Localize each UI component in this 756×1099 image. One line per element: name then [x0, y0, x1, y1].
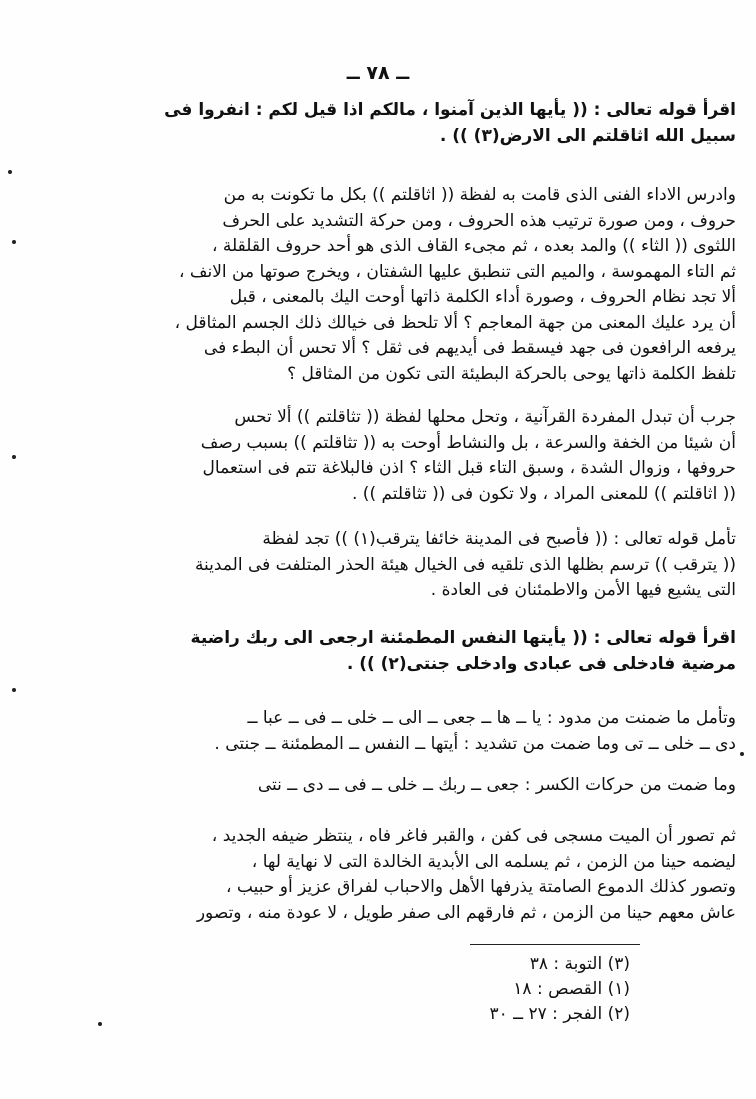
page-number: ــ ٧٨ ــ: [346, 62, 410, 84]
text-line: جرب أن تبدل المفردة القرآنية ، وتحل محلها لفظة (( تثاقلتم )) ألا تحس: [234, 407, 736, 427]
text-line: عاش معهم حينا من الزمن ، ثم فارقهم الى صفر طويل ، لا عودة منه ، وتصور: [196, 902, 736, 923]
text-line: حروف ، ومن صورة ترتيب هذه الحروف ، ومن حركة التشديد على الحرف: [222, 210, 736, 231]
text-line: أن شيئا من الخفة والسرعة ، بل والنشاط أوحت به (( تثاقلتم )) بسبب رصف: [200, 432, 736, 453]
scan-speck: [740, 752, 744, 756]
paragraph-analysis-athaqaltum: [96, 183, 736, 387]
scan-speck: [12, 455, 16, 459]
text-line: اقرأ قوله تعالى : (( يأيها الذين آمنوا ، مالكم اذا قيل لكم : انفروا فى: [164, 100, 736, 120]
text-line: ليضمه حينا من الزمن ، ثم يسلمه الى الأبدية الخالدة التى لا نهاية لها ،: [251, 851, 736, 872]
text-line: ألا تجد نظام الحروف ، وصورة أداء الكلمة ذاتها أوحت اليك بالمعنى ، قبل: [229, 287, 736, 307]
text-line: تأمل قوله تعالى : (( فأصبح فى المدينة خائفا يترقب(١) )) تجد لفظة: [262, 529, 736, 549]
footnote-qasas: (١) القصص : ١٨: [513, 979, 630, 999]
paragraph-yataraqqab: [96, 527, 736, 604]
text-line: ثم تصور أن الميت مسجى فى كفن ، والقبر فاغر فاه ، ينتظر ضيفه الجديد ،: [211, 826, 736, 846]
text-line: تلفظ الكلمة ذاتها يوحى بالحركة البطيئة التى تكون من المثاقل ؟: [287, 363, 736, 384]
paragraph-comparison-tathaqaltum: [96, 405, 736, 507]
text-line: مرضية فادخلى فى عبادى وادخلى جنتى(٢) )) .: [346, 653, 736, 674]
footnote-divider: [470, 944, 640, 945]
text-line: اقرأ قوله تعالى : (( يأيتها النفس المطمئنة ارجعى الى ربك راضية: [190, 628, 736, 648]
scan-speck: [12, 240, 16, 244]
paragraph-quote-fajr: [96, 626, 736, 677]
text-line: وتأمل ما ضمنت من مدود : يا ــ ها ــ جعى ــ الى ــ خلى ــ فى ــ عبا ــ: [247, 708, 736, 728]
text-line: (( اثاقلتم )) للمعنى المراد ، ولا تكون فى (( تثاقلتم )) .: [352, 483, 736, 504]
text-line: سبيل الله اثاقلتم الى الارض(٣) )) .: [439, 125, 736, 146]
text-line: التى يشيع فيها الأمن والاطمئنان فى العادة .: [430, 580, 736, 600]
paragraph-death-imagery: [96, 824, 736, 926]
text-line: وما ضمت من حركات الكسر : جعى ــ ربك ــ خلى ــ فى ــ دى ــ نتى: [257, 775, 736, 795]
text-line: وتصور كذلك الدموع الصامتة يذرفها الأهل والاحباب لفراق عزيز أو حبيب ،: [226, 877, 736, 897]
text-line: دى ــ خلى ــ تى وما ضمت من تشديد : أيتها ــ النفس ــ المطمئنة ــ جنتى .: [214, 733, 736, 754]
paragraph-madd-analysis: [96, 706, 736, 757]
text-line: وادرس الاداء الفنى الذى قامت به لفظة (( اثاقلتم )) بكل ما تكونت به من: [223, 185, 736, 205]
paragraph-kasr-analysis: [96, 773, 736, 799]
text-line: أن يرد عليك المعنى من جهة المعاجم ؟ ألا تلحظ فى خيالك ذلك الجسم المثاقل ،: [174, 312, 736, 333]
text-line: حروفها ، وزوال الشدة ، وسبق التاء قبل الثاء ؟ اذن فالبلاغة تتم فى استعمال: [202, 458, 736, 478]
scan-speck: [12, 688, 16, 692]
footnote-tawba: (٣) التوبة : ٣٨: [529, 954, 630, 974]
footnote-fajr: (٢) الفجر : ٢٧ ــ ٣٠: [489, 1004, 630, 1024]
paragraph-quote-tawba: [96, 98, 736, 149]
text-line: (( يترقب )) ترسم بظلها الذى تلقيه فى الخيال هيئة الحذر المتلفت فى المدينة: [194, 554, 736, 575]
text-line: يرفعه الرافعون فى جهد فيسقط فى أيديهم فى ثقل ؟ ألا تحس أن البطء فى: [203, 338, 736, 358]
scan-speck: [98, 1022, 102, 1026]
text-line: اللثوى (( الثاء )) والمد بعده ، ثم مجىء القاف الذى هو أحد حروف القلقلة ،: [212, 236, 736, 256]
text-line: ثم التاء المهموسة ، والميم التى تنطبق عليها الشفتان ، ويخرج صوتها من الانف ،: [178, 261, 736, 282]
scan-speck: [8, 170, 12, 174]
